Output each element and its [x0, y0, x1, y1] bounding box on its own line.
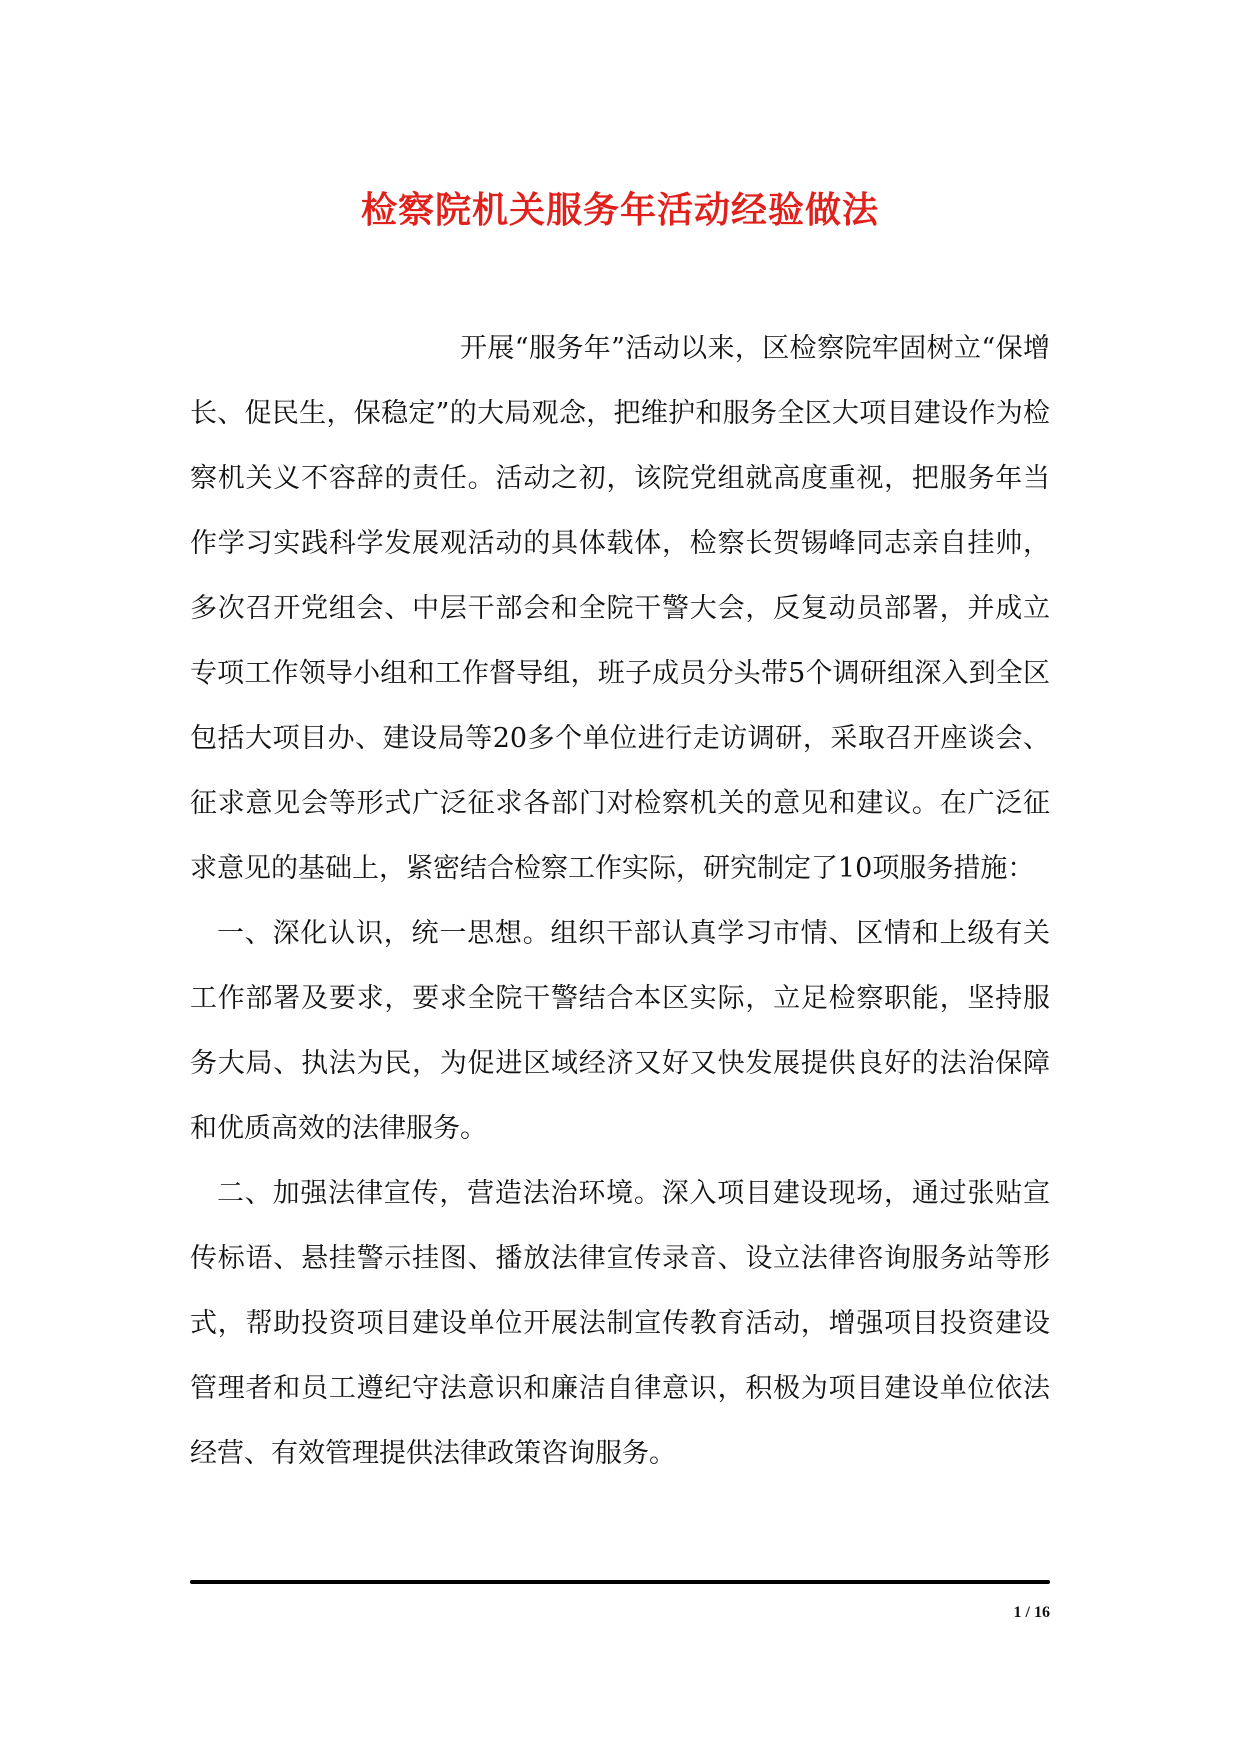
page-number: 1 / 16: [1013, 1604, 1050, 1621]
paragraph-item-2: 二、加强法律宣传，营造法治环境。深入项目建设现场，通过张贴宣传标语、悬挂警示挂图、播放法律宣传录音、设立法律咨询服务站等形式，帮助投资项目建设单位开展法制宣传教育活动，增强项目投资建设管理者和员工遵纪守法意识和廉洁自律意识，积极为项目建设单位依法经营、有效管理提供法律政策咨询服务。: [190, 1178, 1050, 1469]
document-title: 检察院机关服务年活动经验做法: [360, 189, 879, 232]
document-body: [190, 316, 1050, 1486]
paragraph-intro: 开展“服务年”活动以来，区检察院牢固树立“保增长、促民生，保稳定”的大局观念，把维护和服务全区大项目建设作为检察机关义不容辞的责任。活动之初，该院党组就高度重视，把服务年当作学习实践科学发展观活动的具体载体，检察长贺锡峰同志亲自挂帅，多次召开党组会、中层干部会和全院干警大会，反复动员部署，并成立专项工作领导小组和工作督导组，班子成员分头带5个调研组深入到全区包括大项目办、建设局等20多个单位进行走访调研，采取召开座谈会、征求意见会等形式广泛征求各部门对检察机关的意见和建议。在广泛征求意见的基础上，紧密结合检察工作实际，研究制定了10项服务措施：: [190, 333, 1050, 884]
footer-divider: [190, 1580, 1050, 1584]
paragraph-item-1: 一、深化认识，统一思想。组织干部认真学习市情、区情和上级有关工作部署及要求，要求全院干警结合本区实际，立足检察职能，坚持服务大局、执法为民，为促进区域经济又好又快发展提供良好的法治保障和优质高效的法律服务。: [190, 918, 1050, 1144]
